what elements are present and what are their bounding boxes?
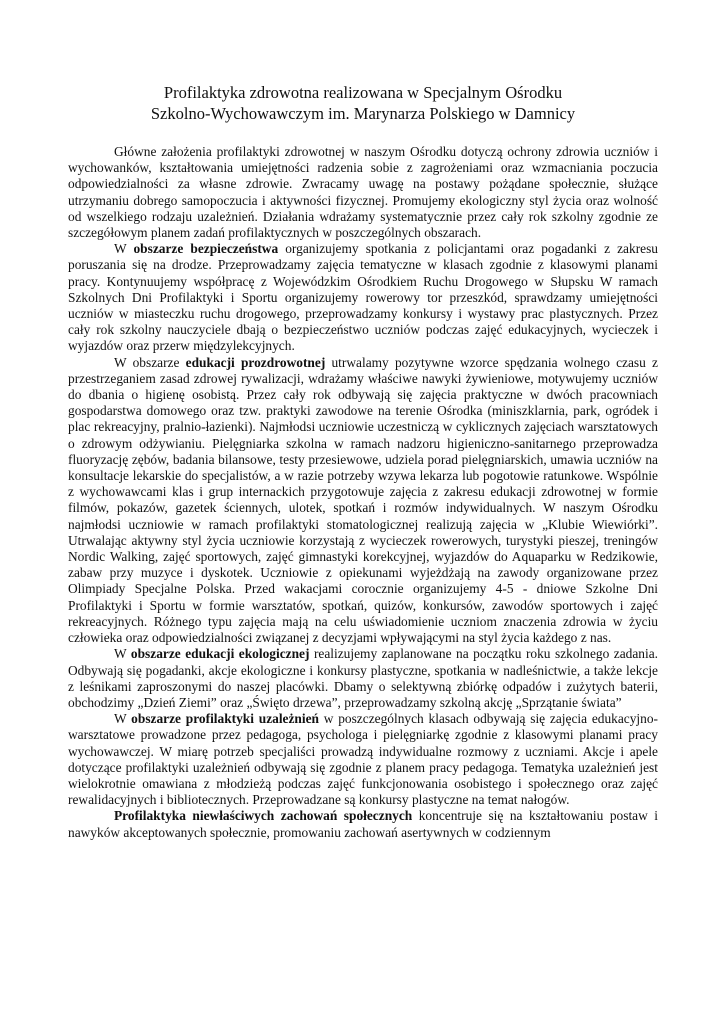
paragraph-bold-text: Profilaktyka niewłaściwych zachowań społecznych (114, 808, 413, 824)
paragraph-text: w poszczególnych klasach odbywają się zajęcia edukacyjno-warsztatowe prowadzone przez pedagoga, psychologa i pielęgniarkę zgodnie z klasowymi planami pracy wychowawczej. W miarę potrzeb specjaliści prowadzą indywidualne rozmowy z uczniami. Akcje i apele dotyczące profilaktyki uzależnień odbywają się zgodnie z planem pracy pedagoga. Tematyka uzależnień jest wielokrotnie omawiana z młodzieżą podczas zajęć funkcjonowania osobistego i społecznego oraz zajęć rewalidacyjnych i bibliotecznych. Przeprowadzane są konkursy plastyczne na temat nałogów. (68, 711, 658, 808)
paragraph-text: Główne założenia profilaktyki zdrowotnej w naszym Ośrodku dotyczą ochrony zdrowia uczniów i wychowanków, kształtowania umiejętności radzenia sobie z zagrożeniami oraz wzmacniania poczucia odpowiedzialności za własne zdrowie. Zwracamy uwagę na postawy pożądane społecznie, służące utrzymaniu dobrego samopoczucia i aktywności fizycznej. Promujemy ekologiczny styl życia oraz wolność od wszelkiego rodzaju uzależnień. Działania wdrażamy systematycznie przez cały rok szkolny zgodnie ze szczegółowym planem zadań profilaktycznych w poszczególnych obszarach. (68, 144, 658, 241)
paragraph-text: realizujemy zaplanowane na początku roku szkolnego zadania. Odbywają się pogadanki, akcje ekologiczne i konkursy plastyczne, spotkania w nadleśnictwie, a także lekcje z leśnikami zaproszonymi do naszej placówki. Dbamy o selektywną zbiórkę odpadów i zużytych baterii, obchodzimy „Dzień Ziemi” oraz „Święto drzewa”, przeprowadzamy szkolną akcję „Sprzątanie świata” (68, 646, 658, 710)
paragraph-bold-text: obszarze edukacji ekologicznej (130, 646, 310, 662)
paragraph-health-education (68, 355, 658, 647)
paragraph-text: organizujemy spotkania z policjantami oraz pogadanki z zakresu poruszania się na drodze. Przeprowadzamy zajęcia tematyczne w klasach zgodnie z klasowymi planami pracy. Kontynuujemy współpracę z Wojewódzkim Ośrodkiem Ruchu Drogowego w Słupsku W ramach Szkolnych Dni Profilaktyki i Sportu organizujemy rowerowy tor przeszkód, sprawdzamy umiejętności uczniów w miasteczku ruchu drogowego, przeprowadzamy konkursy i wystawy prac plastycznych. Przez cały rok szkolny nauczyciele dbają o bezpieczeństwo uczniów podczas zajęć edukacyjnych, wycieczek i wyjazdów oraz przerw międzylekcyjnych. (68, 241, 659, 354)
paragraph-general (68, 144, 658, 241)
paragraph-text: W (114, 241, 134, 257)
paragraph-safety (68, 241, 658, 354)
paragraph-addiction (68, 711, 658, 808)
paragraph-text: utrwalamy pozytywne wzorce spędzania wolnego czasu z przestrzeganiem zasad zdrowej rywalizacji, wdrażamy właściwe nawyki żywieniowe, motywujemy uczniów do dbania o higienę osobistą. Przez cały rok odbywają się zajęcia praktyczne w dwóch pracowniach gospodarstwa domowego oraz tzw. praktyki zawodowe na terenie Ośrodka (miniszklarnia, park, ogródek i plac rekreacyjny, pralnio-łazienki). Najmłodsi uczniowie uczestniczą w cyklicznych zajęciach warsztatowych o zdrowym odżywianiu. Pielęgniarka szkolna w ramach nadzoru higieniczno-sanitarnego przeprowadza fluoryzację zębów, badania bilansowe, testy przesiewowe, udziela porad pielęgniarskich, umawia uczniów na konsultacje lekarskie do specjalistów, a w razie potrzeby wzywa lekarza lub pogotowie ratunkowe. Wspólnie z wychowawcami klas i grup internackich przygotowuje zajęcia z zakresu edukacji zdrowotnej w formie filmów, pokazów, gazetek ściennych, ulotek, spotkań i rozmów indywidualnych. W naszym Ośrodku najmłodsi uczniowie w ramach profilaktyki stomatologicznej realizują zajęcia w „Klubie Wiewiórki”. Utrwalając aktywny styl życia uczniowie korzystają z wycieczek rowerowych, turystyki pieszej, treningów Nordic Walking, zajęć sportowych, zajęć gimnastyki korekcyjnej, wyjazdów do Aquaparku w Redzikowie, zabaw przy muzyce i dyskotek. Uczniowie z opiekunami wyjeżdżają na zawody organizowane przez Olimpiady Specjalne Polska. Przed wakacjami corocznie organizujemy 4-5 - dniowe Szkolne Dni Profilaktyki i Sportu w formie warsztatów, spotkań, quizów, konkursów, zawodów sportowych i zajęć rekreacyjnych. Różnego typu zajęcia mają na celu uświadomienie uczniom znaczenia zdrowia w życiu człowieka oraz odpowiedzialności związanej z decyzjami wpływającymi na styl życia każdego z nas. (68, 354, 658, 646)
paragraph-bold-text: obszarze profilaktyki uzależnień (131, 711, 319, 727)
paragraph-text: W (114, 711, 132, 727)
title-line-1: Profilaktyka zdrowotna realizowana w Specjalnym Ośrodku (163, 83, 563, 102)
document-title (68, 82, 658, 124)
document-page (68, 82, 658, 841)
paragraph-social-behaviour (68, 808, 658, 840)
paragraph-text: W (114, 646, 131, 662)
paragraph-text: W obszarze (114, 354, 186, 370)
paragraph-text: koncentruje się na kształtowaniu postaw i nawyków akceptowanych społecznie, promowaniu zachowań asertywnych w codziennym (68, 808, 658, 840)
paragraph-bold-text: edukacji prozdrowotnej (185, 354, 326, 370)
title-line-2: Szkolno-Wychowawczym im. Marynarza Polskiego w Damnicy (150, 104, 576, 123)
paragraph-bold-text: obszarze bezpieczeństwa (133, 241, 279, 257)
paragraph-ecology (68, 646, 658, 711)
